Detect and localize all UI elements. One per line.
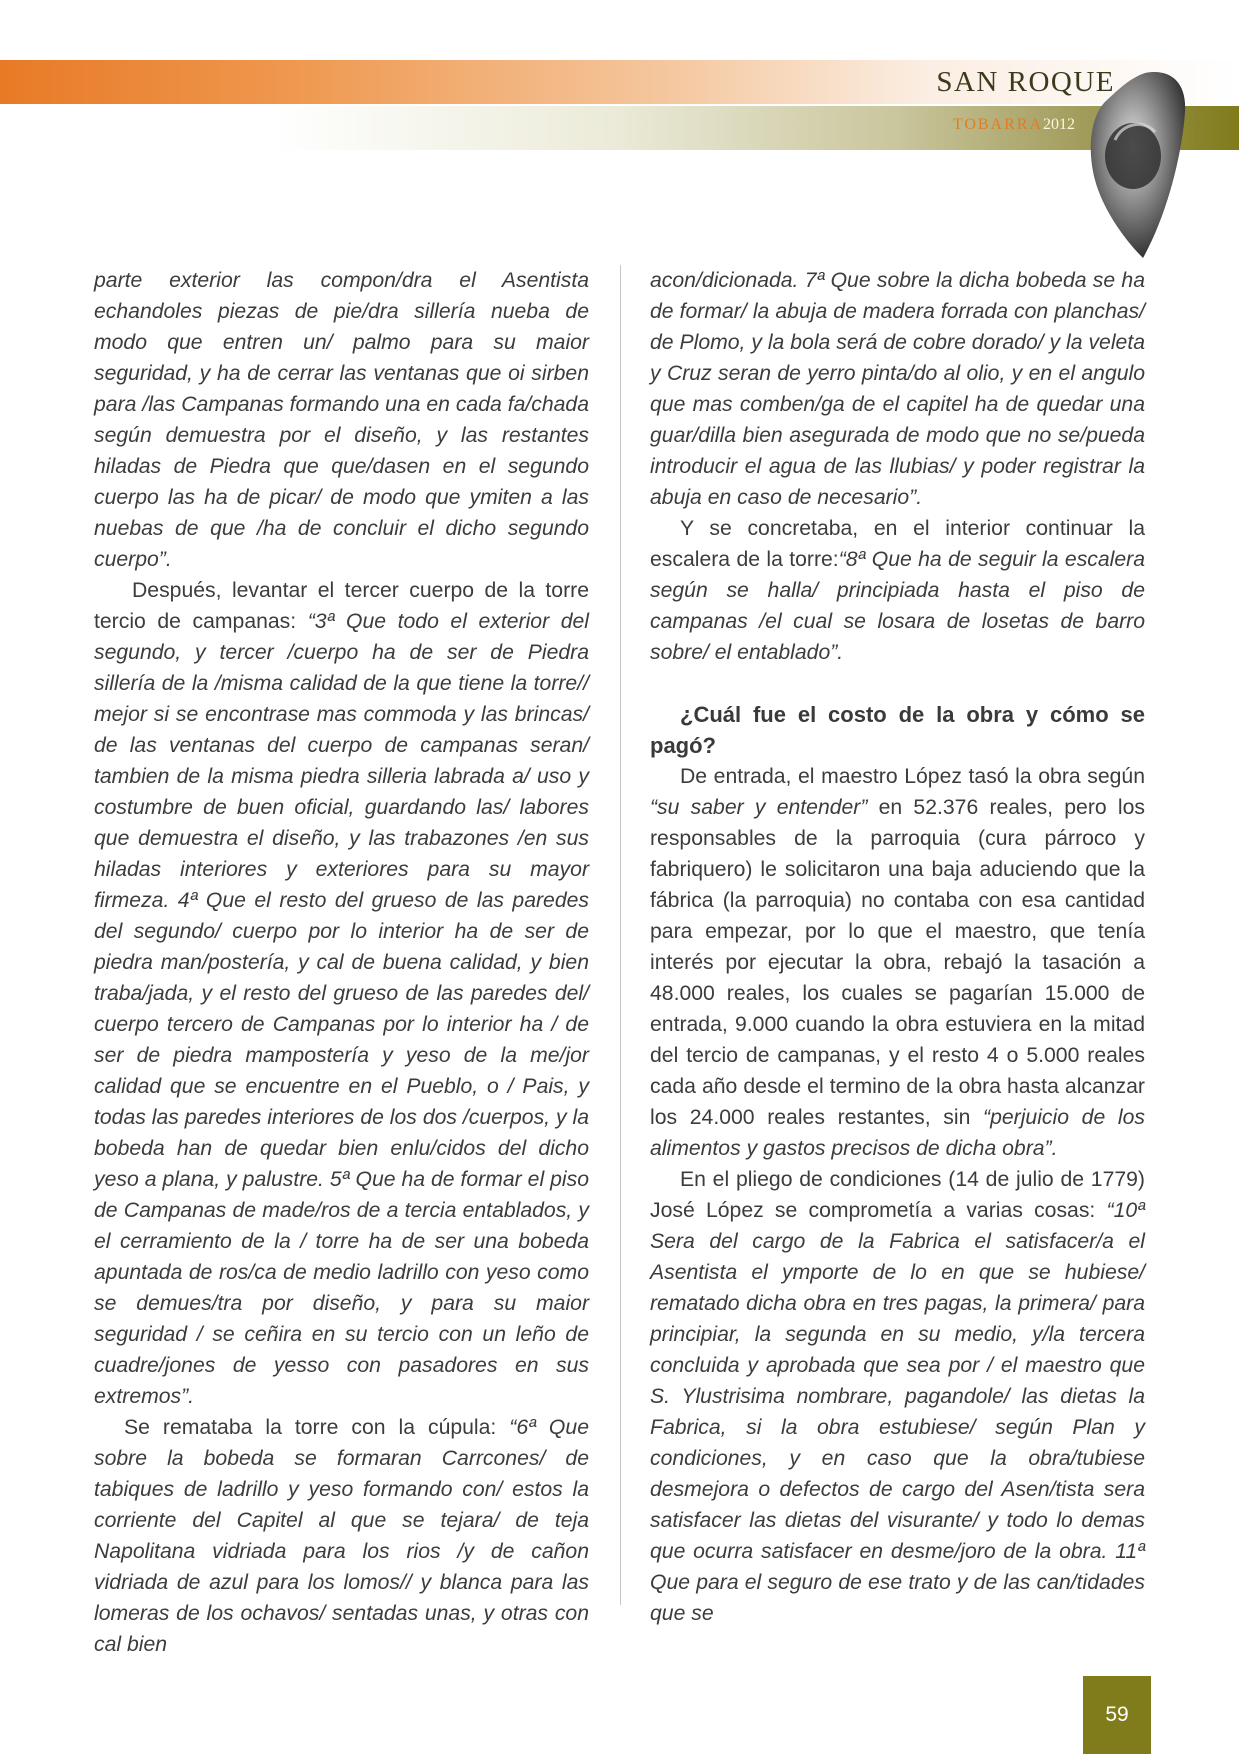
right-column [650,265,1145,1629]
paragraph [650,761,1145,1164]
paragraph-text: De entrada, el maestro López tasó la obra según [680,765,1145,788]
section-spacer [650,668,1145,699]
quote-text: “su saber y entender” [650,796,868,819]
column-divider [620,265,621,1605]
subtitle-town: TOBARRA [952,116,1043,133]
page-number: 59 [1083,1676,1151,1754]
paragraph [650,513,1145,668]
quote-text: “10ª Sera del cargo de la Fabrica el satisfacer/a el Asentista el ymporte de lo en que se hubiese/ rematado dicha obra en tres pagas, la primera/ para principiar, la segunda en su medio, y/la tercera concluida y aprobada que sea por / el maestro que S. Ylustrisima nombrare, pagandole/ las dietas la Fabrica, si la obra estubiese/ según Plan y condiciones, y en caso que la obra/tubiese desmejora o defectos de cargo del Asen/tista sera satisfacer las dietas del visurante/ y todo lo demas que ocurra satisfacer en desme/joro de la obra. 11ª Que para el seguro de ese trato y de las can/tidades que se [650,1199,1145,1625]
left-column [94,265,589,1660]
paragraph-text: Y se concretaba, en el interior continuar la escalera de la torre: [650,517,1145,571]
quote-text: “8ª Que ha de seguir la escalera según se halla/ principiada hasta el piso de campanas /el cual se losara de losetas de barro sobre/ el entablado”. [650,548,1145,664]
paragraph [650,1164,1145,1629]
paragraph [94,575,589,1412]
paragraph: acon/dicionada. 7ª Que sobre la dicha bobeda se ha de formar/ la abuja de madera forrada con planchas/ de Plomo, y la bola será de cobre dorado/ y la veleta y Cruz seran de yerro pinta/do al olio, y en el angulo que mas comben/ga de el capitel ha de quedar una guar/dilla bien asegurada de modo que no se/pueda introducir el agua de las llubias/ y poder registrar la abuja en caso de necesario”. [650,269,1145,509]
quote-text: “3ª Que todo el exterior del segundo, y tercer /cuerpo ha de ser de Piedra sillería de la /misma calidad de la que tiene la torre// mejor si se encontrase mas commoda y las brincas/ de las ventanas del cuerpo de campanas seran/ tambien de la misma piedra silleria labrada a/ uso y costumbre de buen oficial, guardando las/ labores que demuestra el diseño, y las trabazones /en sus hiladas interiores y exteriores para su mayor firmeza. 4ª Que el resto del grueso de las paredes del segundo/ cuerpo por lo interior ha de ser de piedra man/postería, y cal de buena calidad, y bien traba/jada, y el resto del grueso de las paredes del/ cuerpo tercero de Campanas por lo interior ha / de ser de piedra mampostería y yeso de la me/jor calidad que se encuentre en el Pueblo, o / Pais, y todas las paredes interiores de los dos /cuerpos, y la bobeda han de quedar bien enlu/cidos del dicho yeso a plana, y palustre. 5ª Que ha de formar el piso de Campanas de made/ros de a tercia entablados, y el cerramiento de la / torre ha de ser una bobeda apuntada de ros/ca de medio ladrillo con yeso como se demues/tra por diseño, y para su maior seguridad / se ceñira en su tercio con un leño de cuadre/jones de yesso con pasadores en sus extremos”. [94,610,589,1408]
paragraph-text: Después, levantar el tercer cuerpo de la torre tercio de campanas: [94,579,589,633]
paragraph-text: Se remataba la torre con la cúpula: [124,1416,510,1439]
publication-subtitle [953,116,1075,134]
paragraph-text: En el pliego de condiciones (14 de julio de 1779) José López se comprometía a varias cosas: [650,1168,1145,1222]
subtitle-year: 2012 [1043,116,1075,133]
quote-text: “perjuicio de los alimentos y gastos precisos de dicha obra”. [650,1106,1145,1160]
quote-text: “6ª Que sobre la bobeda se formaran Carrcones/ de tabiques de ladrillo y yeso formando con/ estos la corriente del Capitel al que se tejara/ de teja Napolitana vidriada para los rios /y de cañon vidriada de azul para los lomos// y blanca para las lomeras de los ochavos/ sentadas unas, y otras con cal bien [94,1416,589,1656]
publication-title: SAN ROQUE [936,66,1115,98]
paragraph-text: en 52.376 reales, pero los responsables de la parroquia (cura párroco y fabriquero) le solicitaron una baja aduciendo que la fábrica (la parroquia) no contaba con esa cantidad para empezar, por lo que el maestro, que tenía interés por ejecutar la obra, rebajó la tasación a 48.000 reales, los cuales se pagarían 15.000 de entrada, 9.000 cuando la obra estuviera en la mitad del tercio de campanas, y el resto 4 o 5.000 reales cada año desde el termino de la obra hasta alcanzar los 24.000 reales restantes, sin [650,796,1145,1129]
paragraph [94,1412,589,1660]
hat-logo-icon [1085,70,1195,260]
section-heading: ¿Cuál fue el costo de la obra y cómo se pagó? [650,702,1145,758]
paragraph: parte exterior las compon/dra el Asentista echandoles piezas de pie/dra sillería nueba de modo que entren un/ palmo para su maior seguridad, y ha de cerrar las ventanas que oi sirben para /las Campanas formando una en cada fa/chada según demuestra por el diseño, y las restantes hiladas de Piedra que que/dasen en el segundo cuerpo las ha de picar/ de modo que ymiten a las nuebas de que /ha de concluir el dicho segundo cuerpo”. [94,269,589,571]
